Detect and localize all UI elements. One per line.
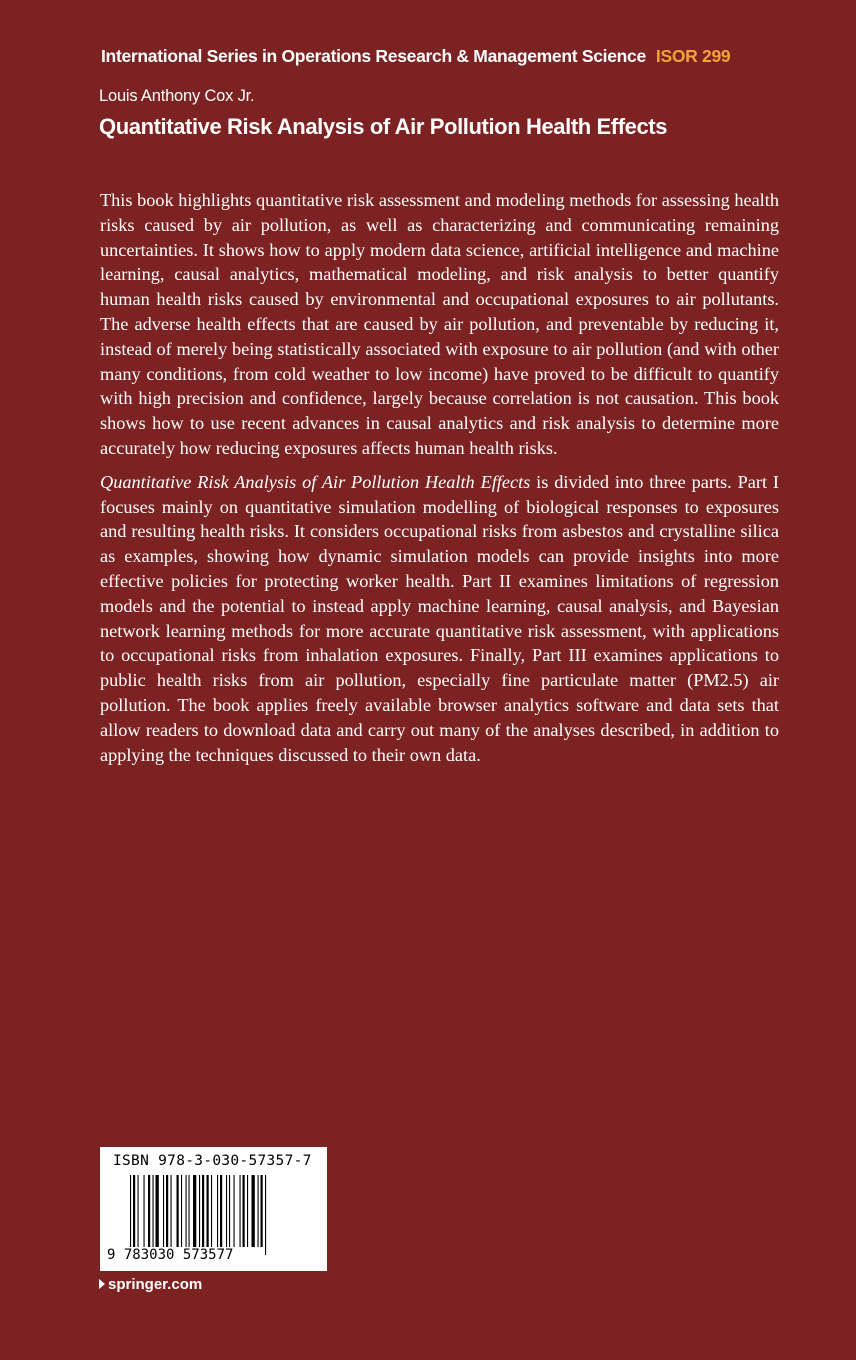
barcode-bar <box>166 1175 168 1247</box>
isbn-label: ISBN 978-3-030-57357-7 <box>113 1153 312 1169</box>
springer-link[interactable] <box>99 1276 202 1293</box>
barcode-bar <box>189 1175 190 1247</box>
barcode-bar <box>234 1175 235 1247</box>
barcode-bar <box>163 1175 164 1247</box>
barcode-bar <box>258 1175 259 1247</box>
barcode-bar <box>252 1175 255 1247</box>
website-label: springer.com <box>108 1276 203 1293</box>
barcode-bar <box>265 1175 266 1255</box>
description-text <box>100 188 779 767</box>
barcode-bar <box>181 1175 182 1247</box>
barcode-bar <box>153 1175 154 1247</box>
description-paragraph-1: This book highlights quantitative risk assessment and modeling methods for assessing health risks caused by air pollution, as well as characterizing and communicating remaining uncertainties. It shows how to apply modern data science, artificial intelligence and machine learning, causal analytics, mathematical modeling, and risk analysis to better quantify human health risks caused by environmental and occupational exposures to air pollutants. The adverse health effects that are caused by air pollution, and preventable by reducing it, instead of merely being statistically associated with exposure to air pollution (and with other many conditions, from cold weather to low income) have proved to be difficult to quantify with high precision and confidence, largely because correlation is not causation. This book shows how to use recent advances in causal analytics and risk analysis to determine more accurately how reducing exposures affects human health risks. <box>100 190 779 458</box>
barcode-bar <box>207 1175 209 1247</box>
barcode-digits: 9 783030 573577 <box>107 1247 234 1263</box>
barcode-bar <box>186 1175 187 1247</box>
barcode-bar <box>130 1175 131 1255</box>
barcode-bar <box>229 1175 230 1247</box>
barcode-bar <box>240 1175 241 1247</box>
barcode-bar <box>138 1175 139 1247</box>
barcode-bar <box>199 1175 200 1255</box>
arrow-right-icon <box>99 1279 105 1289</box>
barcode-bar <box>144 1175 145 1247</box>
barcode-bar <box>171 1175 172 1247</box>
barcode-bar <box>243 1175 245 1247</box>
book-title: Quantitative Risk Analysis of Air Pollution Health Effects <box>99 114 668 139</box>
barcode-bar <box>193 1175 196 1247</box>
barcode-bar <box>148 1175 150 1247</box>
series-name: International Series in Operations Research & Management Science <box>101 46 646 66</box>
description-title-reference: Quantitative Risk Analysis of Air Pollution Health Effects <box>100 471 531 492</box>
description-paragraph-2-text: is divided into three parts. Part I focuses mainly on quantitative simulation modelling of biological responses to exposures and resulting health risks. It considers occupational risks from asbestos and crystalline silica as examples, showing how dynamic simulation models can provide insights into more effective policies for protecting worker health. Part II examines limitations of regression models and the potential to instead apply machine learning, causal analysis, and Bayesian network learning methods for more accurate quantitative risk assessment, with applications to occupational risks from inhalation exposures. Finally, Part III examines applications to public health risks from air pollution, especially fine particulate matter (PM2.5) air pollution. The book applies freely available browser analytics software and data sets that allow readers to download data and carry out many of the analyses described, in addition to applying the techniques discussed to their own data. <box>100 471 779 765</box>
description-paragraph-2 <box>100 470 779 768</box>
barcode-bar <box>220 1175 222 1247</box>
barcode-bar <box>217 1175 218 1247</box>
barcode-bar <box>261 1175 263 1247</box>
series-number: ISOR 299 <box>655 46 731 66</box>
barcode-bar <box>247 1175 248 1247</box>
barcode-bar <box>226 1175 227 1247</box>
author-name: Louis Anthony Cox Jr. <box>99 87 255 105</box>
isbn-barcode <box>100 1147 327 1271</box>
series-title <box>101 46 730 67</box>
barcode-bar <box>202 1175 204 1255</box>
barcode-bar <box>156 1175 159 1247</box>
barcode-bar <box>133 1175 135 1255</box>
barcode-bar <box>177 1175 179 1247</box>
barcode-bar <box>211 1175 212 1247</box>
